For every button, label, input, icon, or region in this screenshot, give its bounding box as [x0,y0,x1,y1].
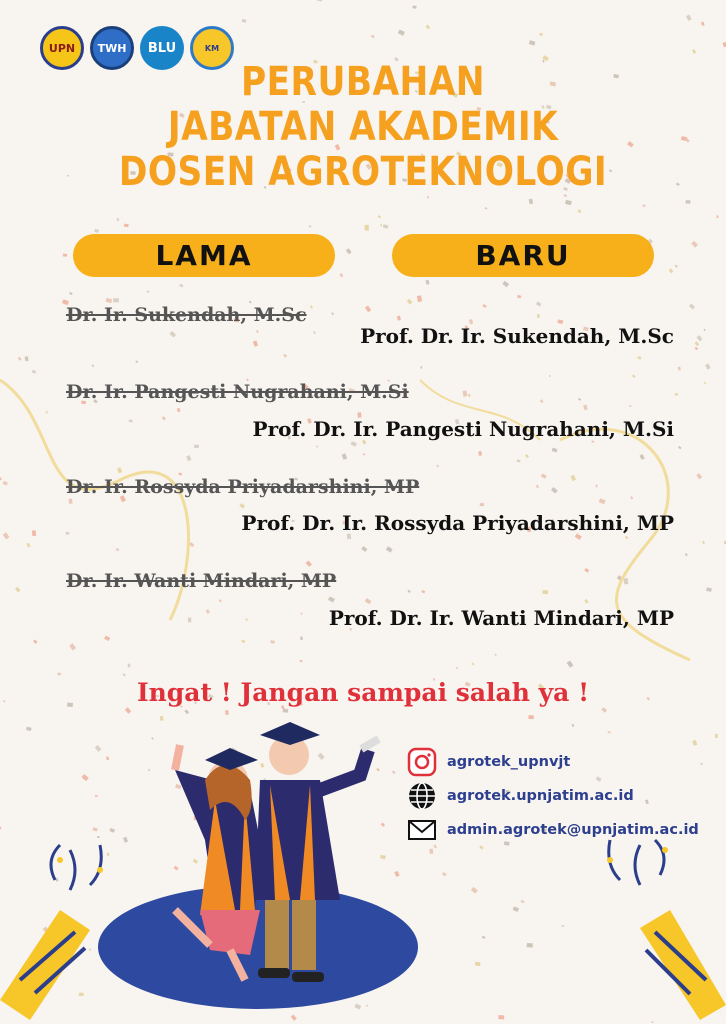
column-header-baru: BARU [392,234,654,277]
title-line-2: JABATAN AKADEMIK [167,104,559,150]
blu-logo: BLU [140,26,184,70]
instagram-icon [407,747,437,777]
contact-instagram[interactable] [407,745,699,779]
kampus-merdeka-logo: KM [190,26,234,70]
globe-icon [407,781,437,811]
column-header-lama: LAMA [73,234,335,277]
title-line-3: DOSEN AGROTEKNOLOGI [118,149,608,195]
title-line-1: PERUBAHAN [240,59,486,105]
email-address: admin.agrotek@upnjatim.ac.id [447,822,699,838]
new-title-3: Prof. Dr. Ir. Rossyda Priyadarshini, MP [241,511,674,535]
instagram-handle: agrotek_upnvjt [447,754,571,770]
confetti-popper-left [0,845,103,1020]
new-title-4: Prof. Dr. Ir. Wanti Mindari, MP [328,606,674,630]
contact-website[interactable] [407,779,699,813]
tut-wuri-handayani-logo: TWH [90,26,134,70]
old-title-3: Dr. Ir. Rossyda Priyadarshini, MP [66,476,420,498]
mail-icon [407,815,437,845]
upn-logo: UPN [40,26,84,70]
old-title-1: Dr. Ir. Sukendah, M.Sc [66,304,307,326]
website-url: agrotek.upnjatim.ac.id [447,788,634,804]
reminder-text: Ingat ! Jangan sampai salah ya ! [136,678,590,707]
old-title-4: Dr. Ir. Wanti Mindari, MP [66,570,337,592]
contact-email[interactable] [407,813,699,847]
confetti-popper-right [607,840,726,1020]
contact-list [407,745,699,847]
new-title-1: Prof. Dr. Ir. Sukendah, M.Sc [360,324,674,348]
page-title [51,60,675,195]
old-title-2: Dr. Ir. Pangesti Nugrahani, M.Si [66,381,409,403]
new-title-2: Prof. Dr. Ir. Pangesti Nugrahani, M.Si [252,417,674,441]
stage-ellipse [98,885,418,1009]
